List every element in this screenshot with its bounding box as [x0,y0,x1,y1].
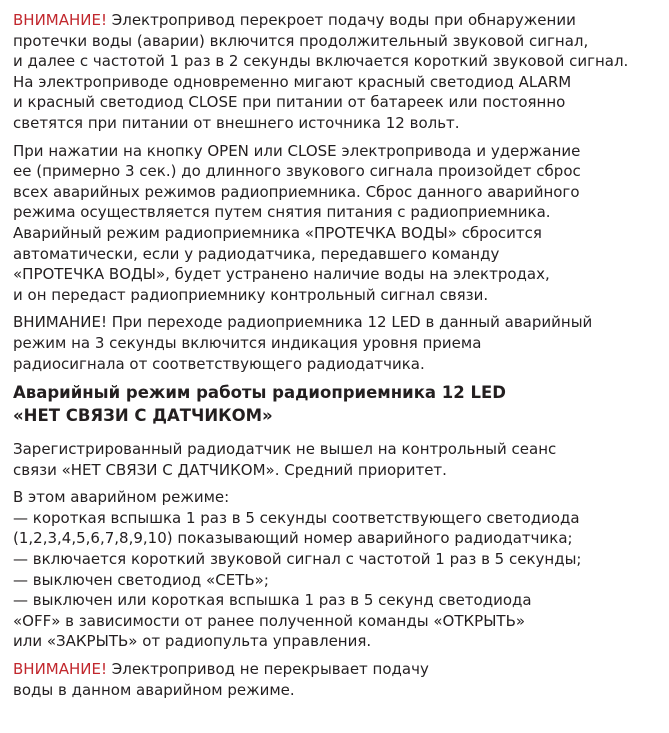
paragraph-reset-instructions [13,141,661,306]
list-item: — выключен светодиод «СЕТЬ»; [13,570,269,589]
text-fragment: Электропривод не перекрывает подачу [106,660,429,679]
text-line: режима осуществляется путем снятия питания с радиоприемника. [13,203,551,222]
warning-label: ВНИМАНИЕ! [13,11,107,29]
text-line: связи «НЕТ СВЯЗИ С ДАТЧИКОМ». Средний приоритет. [13,460,447,479]
text-line: В этом аварийном режиме: [13,488,230,507]
text-line: (1,2,3,4,5,6,7,8,9,10) показывающий номер аварийного радиодатчика; [13,529,573,548]
text-line: Аварийный режим радиоприемника «ПРОТЕЧКА ВОДЫ» сбросится [13,223,542,242]
text-line: Зарегистрированный радиодатчик не вышел на контрольный сеанс [13,440,557,459]
text-line: ее (примерно 3 сек.) до длинного звукового сигнала произойдет сброс [13,162,581,181]
section-heading [13,382,661,427]
list-item: — выключен или короткая вспышка 1 раз в 5 секунд светодиода [13,591,532,610]
list-item: — включается короткий звуковой сигнал с частотой 1 раз в 5 секунды; [13,550,582,569]
text-line [13,659,661,680]
text-line: «OFF» в зависимости от ранее полученной команды «ОТКРЫТЬ» [13,611,526,630]
paragraph-emergency-mode-list [13,487,661,652]
text-line: и он передаст радиоприемнику контрольный сигнал связи. [13,285,489,304]
text-line: автоматически, если у радиодатчика, передавшего команду [13,244,500,263]
text-fragment: Электропривод перекроет подачу воды при обнаружении [106,11,576,29]
text-line: радиосигнала от соответствующего радиодатчика. [13,354,425,373]
heading-line: Аварийный режим работы радиоприемника 12 LED [13,383,506,403]
text-line: При нажатии на кнопку OPEN или CLOSE электропривода и удержание [13,141,581,160]
text-line: «ПРОТЕЧКА ВОДЫ», будет устранено наличие воды на электродах, [13,265,550,284]
text-line [13,10,661,31]
heading-line: «НЕТ СВЯЗИ С ДАТЧИКОМ» [13,405,273,425]
text-line: ВНИМАНИЕ! При переходе радиоприемника 12 LED в данный аварийный [13,313,593,332]
paragraph-leak-warning [13,10,661,134]
text-line: и красный светодиод CLOSE при питании от батареек или постоянно [13,93,566,112]
text-line: режим на 3 секунды включится индикация уровня приема [13,333,482,352]
paragraph-no-connection-description [13,439,661,480]
warning-label: ВНИМАНИЕ! [13,660,107,679]
text-line: воды в данном аварийном режиме. [13,680,295,699]
text-line: протечки воды (аварии) включится продолжительный звуковой сигнал, [13,31,589,50]
paragraph-valve-warning [13,659,661,700]
text-line: светятся при питании от внешнего источника 12 вольт. [13,113,460,132]
text-line: и далее с частотой 1 раз в 2 секунды включается короткий звуковой сигнал. [13,52,629,71]
paragraph-signal-indication-note [13,312,661,374]
text-line: На электроприводе одновременно мигают красный светодиод ALARM [13,72,572,91]
text-line: всех аварийных режимов радиоприемника. Сброс данного аварийного [13,182,580,201]
text-line: или «ЗАКРЫТЬ» от радиопульта управления. [13,632,372,651]
list-item: — короткая вспышка 1 раз в 5 секунды соответствующего светодиода [13,508,580,527]
